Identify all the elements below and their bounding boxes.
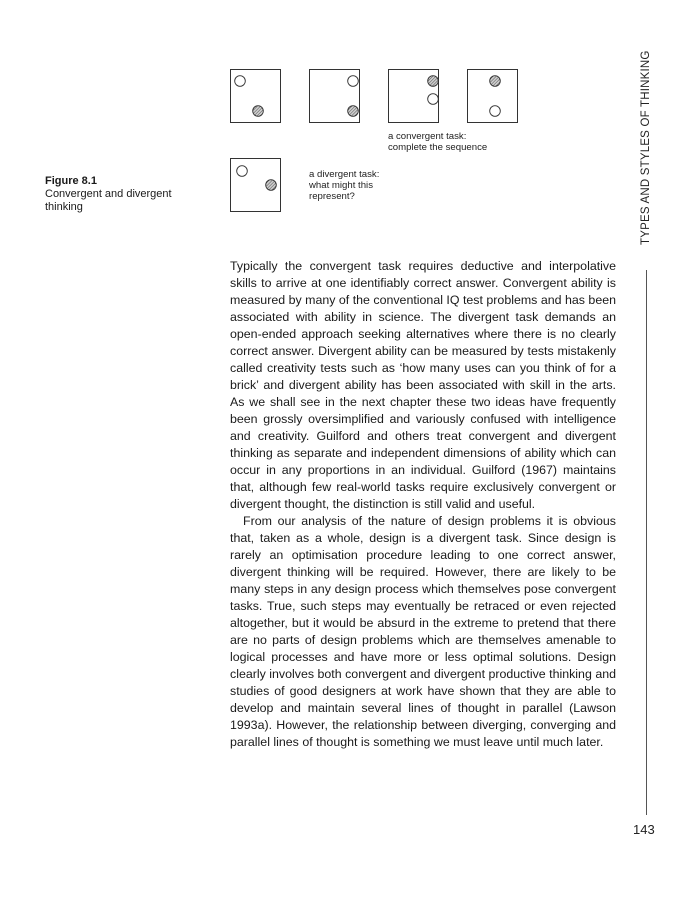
convergent-box-2 xyxy=(309,69,360,123)
open-circle xyxy=(490,106,501,117)
open-circle xyxy=(235,76,246,87)
hatched-circle xyxy=(266,180,277,191)
divergent-caption: a divergent task: what might this represent? xyxy=(309,169,380,202)
paragraph-2: From our analysis of the nature of design problems it is obvious that, taken as a whole, design is a divergent task. Since design is rarely an optimisation procedure leading to one correct answer, divergent thinking will be required. However, there are likely to be many steps in any design process which themselves pose convergent tasks. True, such steps may eventually be retraced or even rejected altogether, but it would be absurd in the extreme to pretend that there are no parts of design problems which are themselves amenable to logical processes and have more or less optimal solutions. Design clearly involves both convergent and divergent productive thinking and studies of good designers at work have shown that they are able to develop and maintain several lines of thought in parallel (Lawson 1993a). However, the relationship between diverging, converging and parallel lines of thought is something we must leave until much later. xyxy=(230,514,616,749)
convergent-box-4 xyxy=(467,69,518,123)
open-circle xyxy=(237,166,248,177)
hatched-circle xyxy=(428,76,439,87)
figure-number: Figure 8.1 xyxy=(45,175,97,187)
page-number: 143 xyxy=(633,822,655,837)
divergent-box xyxy=(230,158,281,212)
convergent-box-1 xyxy=(230,69,281,123)
paragraph-1: Typically the convergent task requires deductive and interpolative skills to arrive at one identifiably correct answer. Convergent ability is measured by many of the conventional IQ test problems and has been associated with ability in science. The divergent task demands an open-ended approach seeking alternatives where there is no clearly correct answer. Divergent ability can be measured by tests mistakenly called creativity tests such as ‘how many uses can you think of for a brick’ and divergent ability has been associated with skill in the arts. As we shall see in the next chapter these two ideas have frequently been grossly oversimplified and variously confused with intelligence and creativity. Guilford and others treat convergent and divergent thinking as separate and independent dimensions of ability which can occur in any proportions in an individual. Guilford (1967) maintains that, although few real-world tasks require exclusively convergent or divergent thought, the distinction is still valid and useful. xyxy=(230,259,616,511)
running-head: TYPES AND STYLES OF THINKING xyxy=(640,50,652,245)
open-circle xyxy=(348,76,359,87)
convergent-caption: a convergent task: complete the sequence xyxy=(388,131,488,153)
body-text xyxy=(230,258,616,751)
vertical-rule xyxy=(646,270,647,815)
figure-caption: Convergent and divergent thinking xyxy=(45,188,172,213)
hatched-circle xyxy=(253,106,264,117)
hatched-circle xyxy=(348,106,359,117)
hatched-circle xyxy=(490,76,501,87)
figure-label xyxy=(45,175,185,214)
convergent-box-3 xyxy=(388,69,439,123)
open-circle xyxy=(428,94,439,105)
